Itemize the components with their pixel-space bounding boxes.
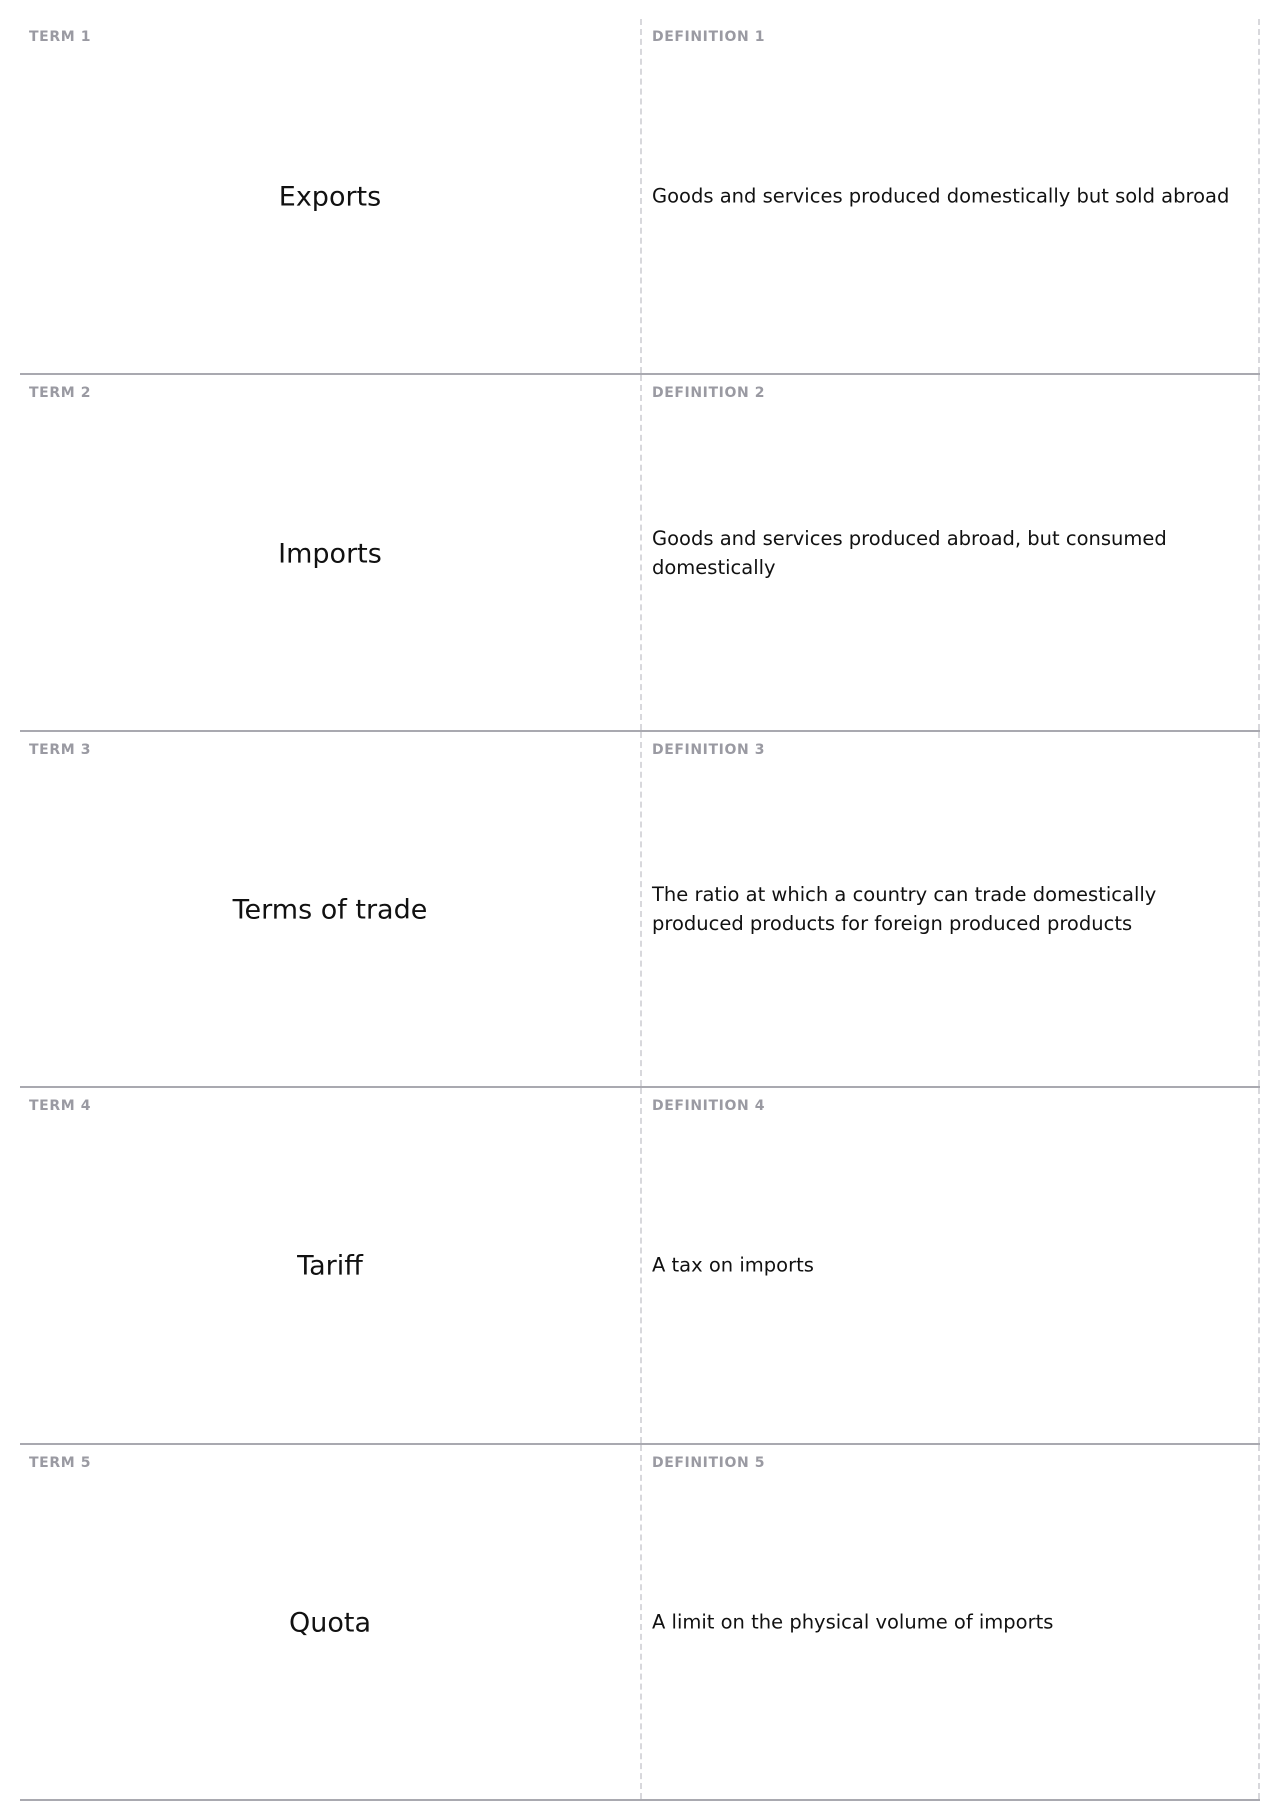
term-text: Quota	[288, 1607, 371, 1639]
definition-cell	[642, 732, 1260, 1086]
definition-label: DEFINITION 2	[652, 385, 766, 402]
term-cell	[20, 732, 642, 1086]
term-label: TERM 2	[29, 385, 92, 402]
term-text: Tariff	[297, 1250, 363, 1282]
definition-cell	[642, 1088, 1260, 1442]
term-cell	[20, 1445, 642, 1799]
term-text: Imports	[278, 538, 382, 570]
definition-label: DEFINITION 4	[652, 1098, 766, 1115]
flashcard-sheet	[20, 19, 1260, 1801]
flashcard-row	[20, 1445, 1260, 1801]
definition-text: The ratio at which a country can trade domestically produced products for foreign produced products	[652, 882, 1157, 935]
term-cell	[20, 375, 642, 729]
definition-label: DEFINITION 3	[652, 741, 766, 758]
definition-text: Goods and services produced abroad, but consumed domestically	[652, 526, 1167, 579]
term-cell	[20, 1088, 642, 1442]
flashcard-row	[20, 732, 1260, 1088]
term-label: TERM 4	[29, 1098, 92, 1115]
term-text: Terms of trade	[232, 894, 428, 926]
flashcard-row	[20, 19, 1260, 375]
term-label: TERM 5	[29, 1454, 92, 1471]
flashcard-row	[20, 375, 1260, 731]
definition-cell	[642, 19, 1260, 373]
term-label: TERM 3	[29, 741, 92, 758]
definition-label: DEFINITION 5	[652, 1454, 766, 1471]
definition-text: A limit on the physical volume of imports	[652, 1610, 1054, 1634]
term-cell	[20, 19, 642, 373]
definition-label: DEFINITION 1	[652, 29, 766, 45]
term-label: TERM 1	[29, 29, 92, 45]
definition-cell	[642, 1445, 1260, 1799]
term-text: Exports	[278, 181, 382, 213]
definition-text: A tax on imports	[652, 1253, 814, 1277]
flashcard-row	[20, 1088, 1260, 1444]
definition-cell	[642, 375, 1260, 729]
definition-text: Goods and services produced domestically but sold abroad	[652, 184, 1230, 208]
